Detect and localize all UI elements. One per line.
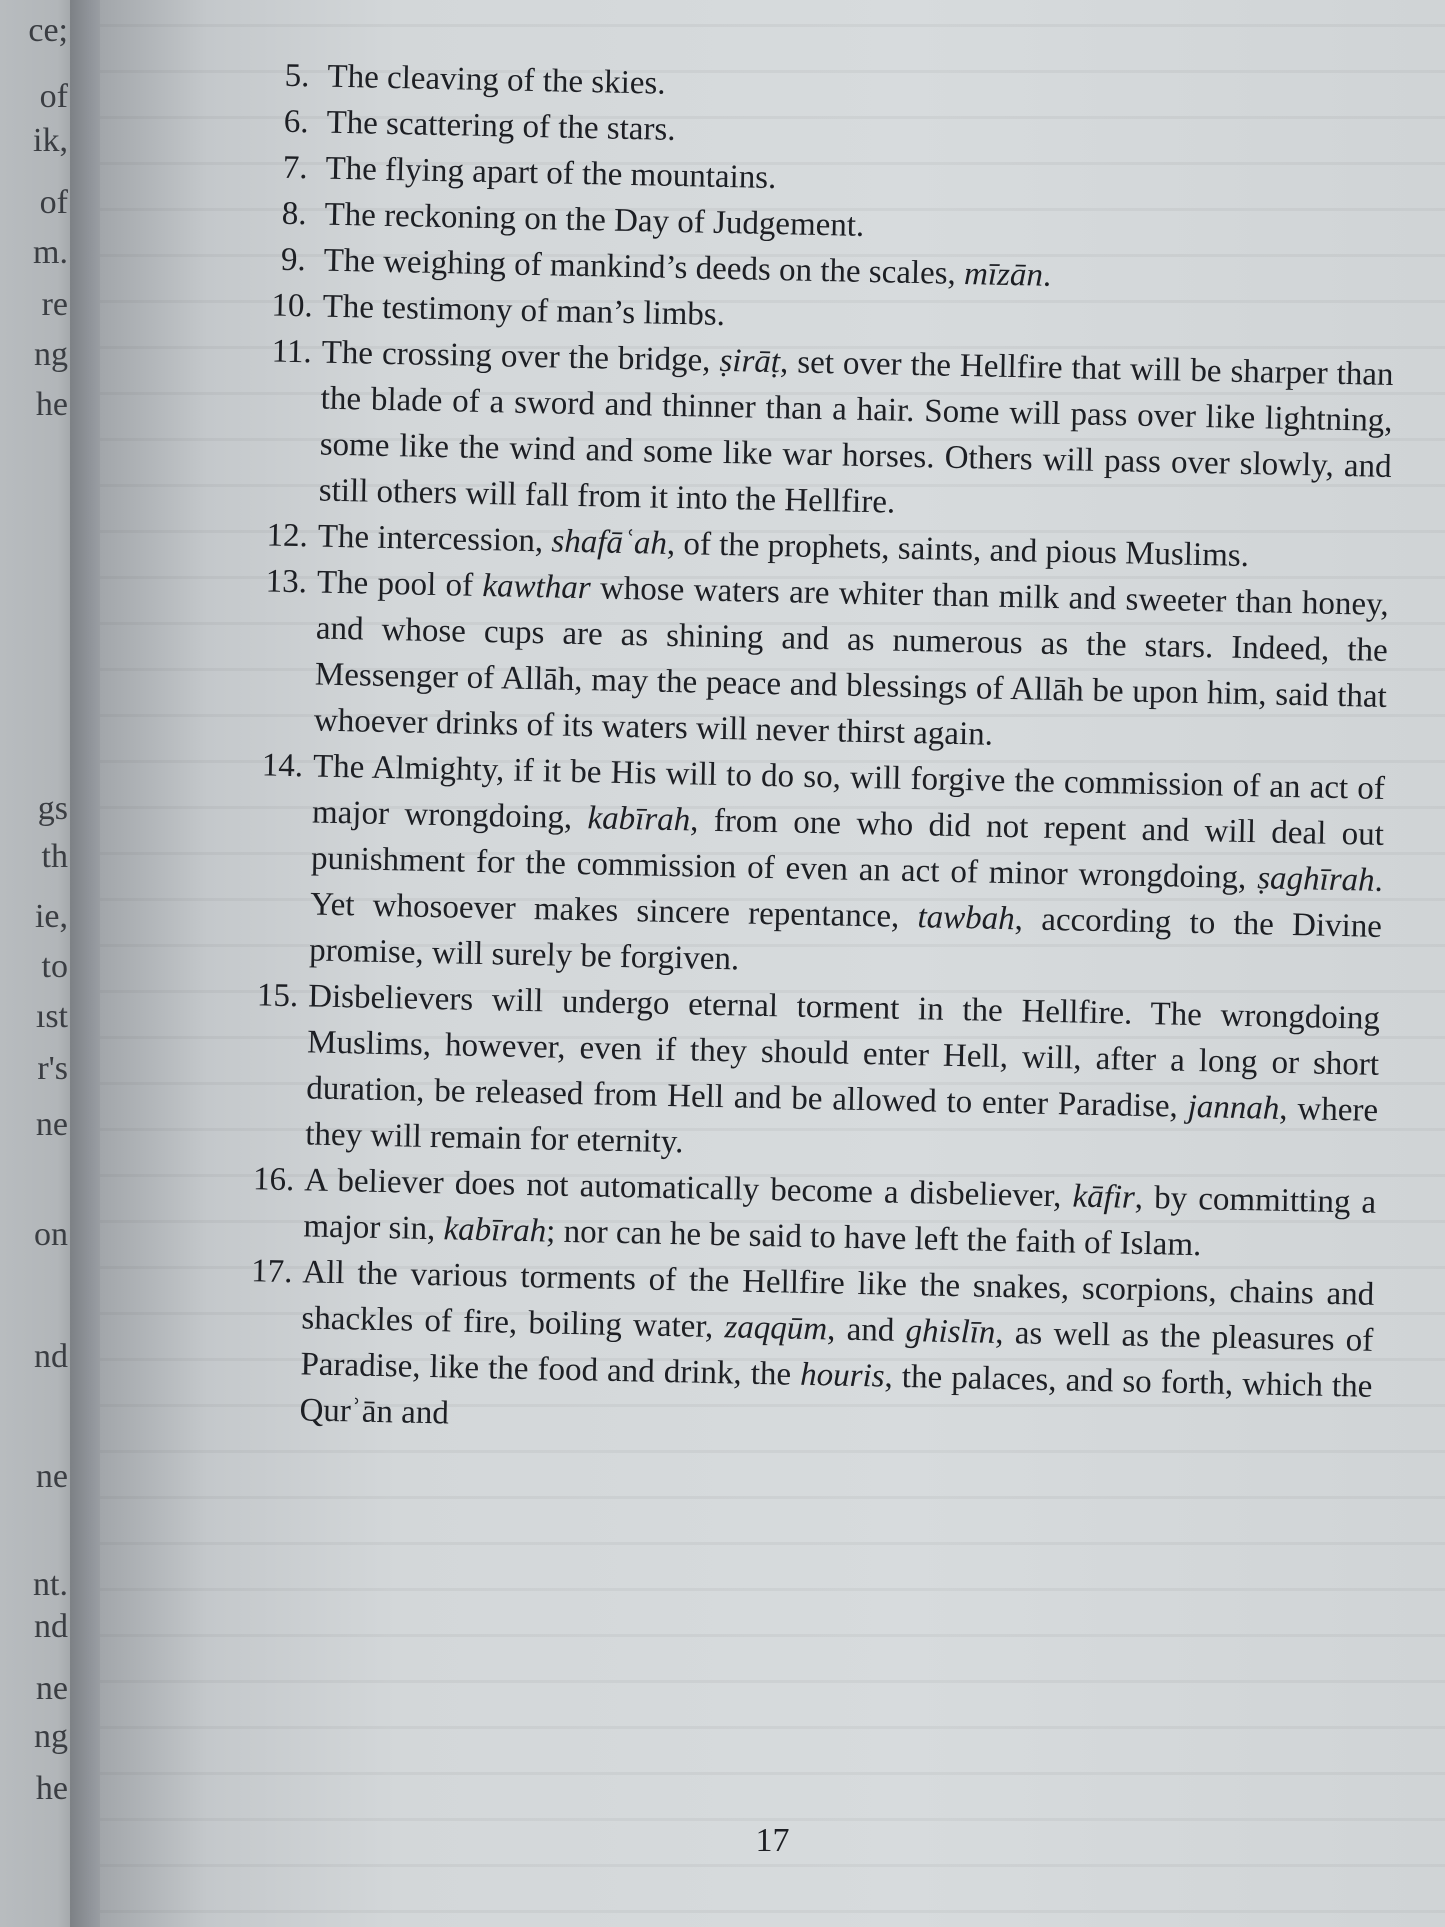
list-item-text: A believer does not automatically become a disbeliever, (304, 1162, 1073, 1215)
list-item-text: , where they will remain for eternity. (304, 1090, 1379, 1161)
left-page-text-fragment: he (35, 386, 68, 423)
right-page (100, 0, 1445, 1927)
list-item-text: The crossing over the bridge, (321, 334, 720, 379)
list-item-text: , set over the Hellfire that will be sharper than the blade of a sword and thinner than a hair. Some will pass over like lightning, some like the wind and some like war horses. Others will pass over slowly, and still others will fall from it into the Hellfire. (318, 344, 1394, 521)
list-item-text: , as well as the pleasures of Paradise, like the food and drink, the (300, 1314, 1374, 1393)
list-item-number: 10. (271, 287, 314, 325)
transliterated-term: ghislīn (905, 1313, 996, 1351)
transliterated-term: zaqqūm (724, 1309, 828, 1348)
transliterated-term: tawbah (917, 899, 1016, 938)
list-item-text: , the palaces, and so forth, which the Qurʾān and (299, 1358, 1373, 1432)
list-item-number: 9. (280, 241, 307, 279)
list-item-text: , according to the Divine promise, will surely be forgiven. (308, 901, 1383, 978)
list-item-text: , and (826, 1311, 906, 1350)
list-item-text: The weighing of mankind’s deeds on the scales, (323, 242, 965, 293)
left-page-text-fragment: r's (37, 1050, 68, 1087)
left-page-text-fragment: ie, (34, 898, 68, 935)
left-page-text-fragment: ne (35, 1670, 68, 1707)
list-item-number: 12. (266, 517, 309, 555)
left-page-text-fragment: ce; (28, 12, 68, 49)
list-item (227, 972, 1381, 1180)
transliterated-term: mīzān (963, 256, 1044, 294)
list-item-text: The pool of (316, 564, 483, 604)
transliterated-term: ṣaghīrah (1256, 860, 1376, 899)
list-item-text: The testimony of man’s limbs. (322, 288, 726, 334)
list-item-number: 14. (261, 747, 304, 785)
left-page-text-fragment: ng (34, 336, 68, 373)
list-item-text: ; nor can he be said to have left the faith of Islam. (545, 1213, 1202, 1264)
list-item-number: 7. (282, 149, 308, 187)
left-page-text-fragment: m. (33, 234, 68, 271)
left-page-text-fragment: ik, (33, 122, 68, 159)
left-page-text-fragment: of (39, 184, 68, 221)
list-item-number: 11. (271, 333, 313, 371)
list-item-text: The intercession, (317, 518, 552, 560)
transliterated-term: houris (799, 1356, 885, 1395)
transliterated-term: kabīrah (587, 800, 691, 839)
list-item-number: 6. (283, 103, 309, 141)
transliterated-term: jannah (1187, 1088, 1280, 1127)
list-item-text: The scattering of the stars. (326, 104, 676, 148)
list-item (231, 742, 1386, 996)
list-item-number: 5. (284, 57, 310, 95)
list-item-text: , from one who did not repent and will deal out punishment for the commission of even an act of minor wrongdoing, (310, 802, 1385, 897)
left-page-text-fragment: he (35, 1770, 68, 1807)
list-item (236, 558, 1390, 766)
left-page-text-fragment: gs (37, 790, 68, 827)
left-page-text-fragment: of (39, 78, 68, 115)
left-page-text-fragment: to (41, 948, 68, 985)
body-text (221, 52, 1400, 1456)
left-page-text-fragment: nt. (33, 1566, 68, 1603)
left-page-text-fragment: on (34, 1216, 68, 1253)
list-item-text: The reckoning on the Day of Judgement. (324, 196, 865, 244)
left-page-text-fragment: re (41, 286, 68, 323)
list-item-text: The Almighty, if it be His will to do so, will forgive the commission of an act of major wrongdoing, (311, 748, 1386, 837)
list-item-text: All the various torments of the Hellfire like the snakes, scorpions, chains and shackles of fire, boiling water, (301, 1254, 1375, 1346)
transliterated-term: shafāʿah (551, 523, 668, 562)
list-item-number: 15. (256, 977, 299, 1015)
left-page-text-fragment: nd (34, 1338, 68, 1375)
left-page-text-fragment: th (41, 838, 68, 875)
left-page-text-fragment: nd (34, 1608, 68, 1645)
left-page-text-fragment: ne (35, 1458, 68, 1495)
numbered-list (221, 52, 1400, 1456)
list-item-text: . Yet whosoever makes sincere repentance, (309, 862, 1384, 936)
transliterated-term: kabīrah (443, 1211, 547, 1250)
transliterated-term: kawthar (482, 567, 592, 607)
list-item-number: 8. (281, 195, 307, 233)
transliterated-term: ṣirāṭ (719, 342, 781, 381)
page-number: 17 (755, 1822, 790, 1859)
list-item-text: , by committing a major sin, (303, 1179, 1377, 1248)
list-item-number: 16. (252, 1161, 295, 1199)
list-item (221, 1248, 1375, 1456)
list-item-text: The cleaving of the skies. (327, 58, 666, 102)
list-item-number: 17. (250, 1253, 293, 1291)
list-item-text: The flying apart of the mountains. (325, 150, 777, 197)
left-page-text-fragment: ıst (35, 998, 68, 1035)
list-item (240, 328, 1394, 536)
list-item-text: Disbelievers will undergo eternal torment in the Hellfire. The wrongdoing Muslims, however, even if they should enter Hell, will, after a long or short duration, be released from Hell and be allowed to enter Paradise, (305, 978, 1381, 1125)
list-item-text: , of the prophets, saints, and pious Muslims. (666, 525, 1250, 575)
left-page-text-fragment: ne (35, 1106, 68, 1143)
list-item-text: . (1042, 257, 1052, 294)
list-item-text: whose waters are whiter than milk and sweeter than honey, and whose cups are as shining and as numerous as the stars. Indeed, the Messenger of Allāh, may the peace and blessings of Allāh be upon him, said that whoever drinks of its waters will never thirst again. (313, 570, 1390, 753)
list-item-number: 13. (265, 563, 308, 601)
transliterated-term: kāfir (1072, 1178, 1136, 1216)
left-page-text-fragment: ng (34, 1718, 68, 1755)
